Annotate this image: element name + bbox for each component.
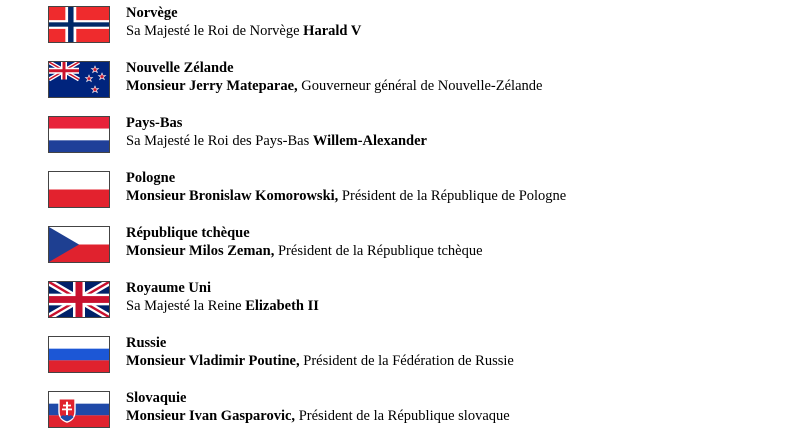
list-item [0,224,791,268]
list-item [0,334,791,378]
norway-flag-icon [48,6,110,43]
united-kingdom-flag-icon [48,281,110,318]
list-item [0,279,791,323]
poland-flag-icon [48,171,110,208]
country-name: Slovaquie [126,390,187,406]
list-item [0,389,791,433]
head-of-state: Sa Majesté le Roi de Norvège Harald V [126,23,362,39]
country-name: Royaume Uni [126,280,211,296]
country-name: Nouvelle Zélande [126,60,234,76]
head-of-state: Monsieur Bronislaw Komorowski, Président de la République de Pologne [126,188,567,204]
country-name: République tchèque [126,225,250,241]
head-of-state: Sa Majesté la Reine Elizabeth II [126,298,319,314]
list-item [0,114,791,158]
head-of-state: Sa Majesté le Roi des Pays-Bas Willem-Alexander [126,133,427,149]
head-of-state: Monsieur Milos Zeman, Président de la République tchèque [126,243,483,259]
country-name: Norvège [126,5,178,21]
list-item [0,169,791,213]
slovakia-flag-icon [48,391,110,428]
country-name: Russie [126,335,167,351]
country-name: Pologne [126,170,176,186]
country-name: Pays-Bas [126,115,183,131]
head-of-state: Monsieur Ivan Gasparovic, Président de la République slovaque [126,408,510,424]
czech-republic-flag-icon [48,226,110,263]
head-of-state: Monsieur Jerry Mateparae, Gouverneur général de Nouvelle-Zélande [126,78,543,94]
russia-flag-icon [48,336,110,373]
netherlands-flag-icon [48,116,110,153]
head-of-state: Monsieur Vladimir Poutine, Président de la Fédération de Russie [126,353,514,369]
list-item [0,59,791,103]
new-zealand-flag-icon [48,61,110,98]
list-item [0,4,791,48]
